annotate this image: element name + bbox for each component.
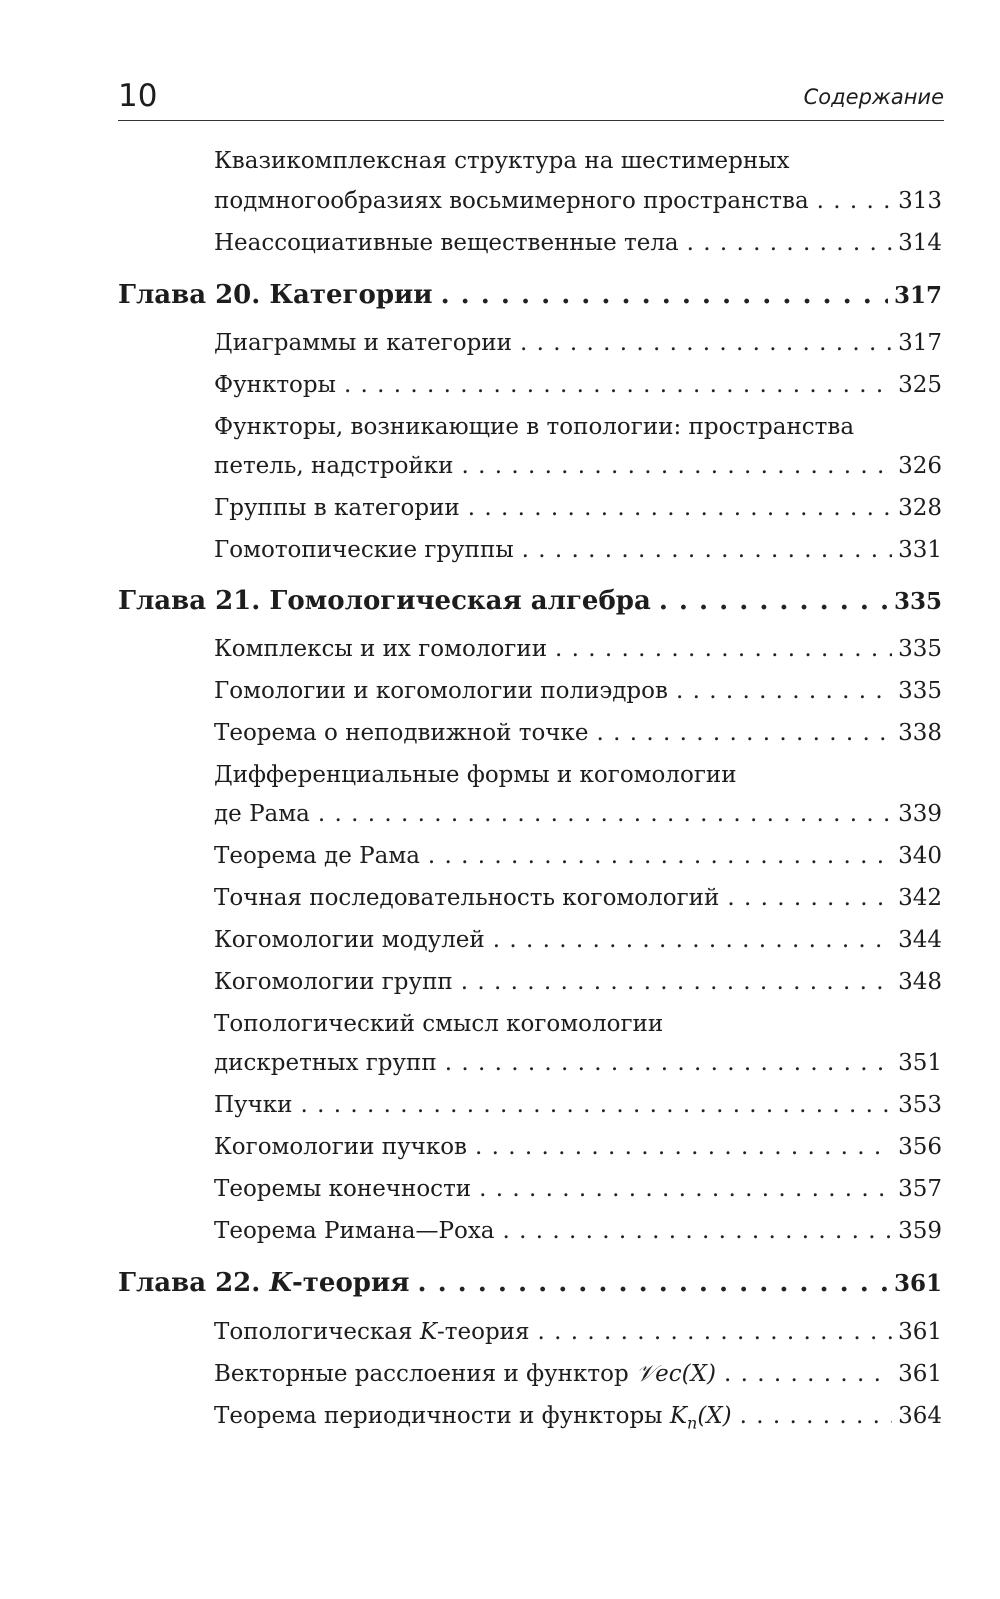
toc-page-number: 361 bbox=[898, 1361, 942, 1387]
toc-entry-title bbox=[214, 1317, 530, 1347]
toc-entry-title: Когомологии групп bbox=[214, 969, 453, 995]
toc-entry-title: Пучки bbox=[214, 1092, 293, 1118]
toc-entry-title: дискретных групп bbox=[214, 1050, 437, 1076]
dot-leader bbox=[493, 925, 892, 955]
toc-page-number: 344 bbox=[898, 927, 942, 953]
toc-page-number: 325 bbox=[898, 372, 942, 398]
toc-entry-title bbox=[214, 1401, 732, 1439]
toc-entry-title: Точная последовательность когомологий bbox=[214, 885, 720, 911]
toc-entry-nonassociative[interactable] bbox=[214, 228, 942, 258]
chapter-label: Глава 22. bbox=[118, 1268, 261, 1298]
dot-leader bbox=[597, 718, 893, 748]
toc-entry-title: Когомологии пучков bbox=[214, 1134, 467, 1160]
toc-entry-diagrams[interactable] bbox=[214, 328, 942, 358]
toc-entry-title: Комплексы и их гомологии bbox=[214, 636, 548, 662]
toc-entry-title: Группы в категории bbox=[214, 495, 460, 521]
toc-page-number: 313 bbox=[898, 188, 942, 214]
toc-entry-topological-sense-line1: Топологический смысл когомологии bbox=[214, 1011, 664, 1037]
toc-chapter-20[interactable] bbox=[118, 278, 942, 313]
dot-leader bbox=[817, 186, 892, 216]
toc-page-number: 340 bbox=[898, 843, 942, 869]
toc-entry-title: Гомотопические группы bbox=[214, 537, 514, 563]
toc-page-number: 331 bbox=[898, 537, 942, 563]
kn-argument: (X) bbox=[697, 1403, 732, 1429]
toc-page-number: 357 bbox=[898, 1176, 942, 1202]
dot-leader bbox=[555, 634, 892, 664]
dot-leader bbox=[301, 1090, 893, 1120]
toc-entry-title: Функторы bbox=[214, 372, 336, 398]
dot-leader bbox=[479, 1174, 892, 1204]
chapter-label: Глава 21. bbox=[118, 586, 261, 616]
toc-entry-homotopy-groups[interactable] bbox=[214, 535, 942, 565]
toc-entry-topology-functors-line1: Функторы, возникающие в топологии: пространства bbox=[214, 414, 855, 440]
toc-page-number: 317 bbox=[898, 330, 942, 356]
toc-entry-complexes[interactable] bbox=[214, 634, 942, 664]
chapter-page-number: 361 bbox=[893, 1270, 942, 1297]
toc-entry-sheaf-cohomology[interactable] bbox=[214, 1132, 942, 1162]
toc-entry-topological-k-theory[interactable] bbox=[214, 1317, 942, 1347]
toc-entry-groups-in-category[interactable] bbox=[214, 493, 942, 523]
dot-leader bbox=[461, 967, 892, 997]
chapter-k-symbol: K bbox=[269, 1268, 292, 1298]
toc-entry-vector-bundles[interactable] bbox=[214, 1359, 942, 1389]
chapter-title: Категории bbox=[269, 280, 433, 310]
toc-page-number: 356 bbox=[898, 1134, 942, 1160]
toc-page-number: 328 bbox=[898, 495, 942, 521]
kn-functor-symbol: K bbox=[669, 1403, 687, 1429]
dot-leader bbox=[441, 278, 888, 312]
toc-entry-sheaves[interactable] bbox=[214, 1090, 942, 1120]
dot-leader bbox=[461, 451, 892, 481]
toc-entry-title: Теорема о неподвижной точке bbox=[214, 720, 589, 746]
toc-chapter-22[interactable] bbox=[118, 1266, 942, 1301]
toc-entry-module-cohomology[interactable] bbox=[214, 925, 942, 955]
toc-page-number: 335 bbox=[898, 678, 942, 704]
toc-page-number: 338 bbox=[898, 720, 942, 746]
toc-entry-finiteness[interactable] bbox=[214, 1174, 942, 1204]
toc-entry-periodicity[interactable] bbox=[214, 1401, 942, 1439]
dot-leader bbox=[417, 1266, 888, 1300]
dot-leader bbox=[318, 799, 892, 829]
dot-leader bbox=[687, 228, 892, 258]
toc-entry-title: Неассоциативные вещественные тела bbox=[214, 230, 679, 256]
k-symbol: K bbox=[419, 1319, 437, 1345]
toc-entry-exact-sequence[interactable] bbox=[214, 883, 942, 913]
title-text: Теорема периодичности и функторы bbox=[214, 1403, 670, 1429]
toc-entry-title: подмногообразиях восьмимерного пространства bbox=[214, 188, 809, 214]
kn-subscript: n bbox=[687, 1413, 698, 1433]
dot-leader bbox=[428, 841, 892, 871]
toc-entry-title: де Рама bbox=[214, 801, 310, 827]
page-number: 10 bbox=[118, 78, 158, 114]
toc-page-number: 339 bbox=[898, 801, 942, 827]
title-text: -теория bbox=[437, 1319, 530, 1345]
running-head: Содержание bbox=[803, 85, 944, 109]
toc-entry-topology-functors[interactable] bbox=[214, 451, 942, 481]
chapter-label: Глава 20. bbox=[118, 280, 261, 310]
toc-page-number: 359 bbox=[898, 1218, 942, 1244]
toc-page-number: 326 bbox=[898, 453, 942, 479]
dot-leader bbox=[344, 370, 892, 400]
toc-entry-functors[interactable] bbox=[214, 370, 942, 400]
toc-entry-title: Диаграммы и категории bbox=[214, 330, 512, 356]
dot-leader bbox=[522, 535, 892, 565]
dot-leader bbox=[538, 1317, 893, 1347]
toc-entry-title: Теоремы конечности bbox=[214, 1176, 472, 1202]
toc-entry-title: Гомологии и когомологии полиэдров bbox=[214, 678, 668, 704]
dot-leader bbox=[520, 328, 892, 358]
dot-leader bbox=[740, 1401, 892, 1431]
toc-page-number: 364 bbox=[898, 1403, 942, 1429]
title-text: Топологическая bbox=[214, 1319, 420, 1345]
chapter-page-number: 335 bbox=[893, 588, 942, 615]
chapter-page-number: 317 bbox=[893, 282, 942, 309]
dot-leader bbox=[676, 676, 892, 706]
chapter-heading bbox=[118, 278, 433, 312]
toc-page-number: 342 bbox=[898, 885, 942, 911]
dot-leader bbox=[445, 1048, 892, 1078]
toc-entry-quasicomplex[interactable] bbox=[214, 186, 942, 216]
toc-entry-quasicomplex-line1: Квазикомплексная структура на шестимерных bbox=[214, 148, 790, 174]
toc-entry-group-cohomology[interactable] bbox=[214, 967, 942, 997]
chapter-title: Гомологическая алгебра bbox=[269, 586, 651, 616]
toc-entry-riemann-roch[interactable] bbox=[214, 1216, 942, 1246]
dot-leader bbox=[727, 883, 892, 913]
toc-entry-title: Теорема Римана—Роха bbox=[214, 1218, 495, 1244]
toc-page-number: 351 bbox=[898, 1050, 942, 1076]
toc-entry-de-rham-theorem[interactable] bbox=[214, 841, 942, 871]
toc-entry-title bbox=[214, 1359, 716, 1389]
toc-page-number: 361 bbox=[898, 1319, 942, 1345]
toc-entry-title: Теорема де Рама bbox=[214, 843, 420, 869]
chapter-title: -теория bbox=[292, 1268, 410, 1298]
toc-page-number: 314 bbox=[898, 230, 942, 256]
dot-leader bbox=[659, 584, 888, 618]
toc-page-number: 353 bbox=[898, 1092, 942, 1118]
toc-entry-fixed-point[interactable] bbox=[214, 718, 942, 748]
dot-leader bbox=[724, 1359, 892, 1389]
toc-page-number: 335 bbox=[898, 636, 942, 662]
vec-functor-symbol: 𝒱ec(X) bbox=[635, 1361, 716, 1387]
toc-entry-topological-sense[interactable] bbox=[214, 1048, 942, 1078]
toc-page-number: 348 bbox=[898, 969, 942, 995]
dot-leader bbox=[503, 1216, 893, 1246]
dot-leader bbox=[468, 493, 892, 523]
dot-leader bbox=[475, 1132, 892, 1162]
toc-entry-differential-forms-line1: Дифференциальные формы и когомологии bbox=[214, 762, 737, 788]
chapter-heading bbox=[118, 584, 651, 618]
header-rule bbox=[118, 120, 944, 121]
toc-entry-polyhedra[interactable] bbox=[214, 676, 942, 706]
toc-entry-title: Когомологии модулей bbox=[214, 927, 485, 953]
toc-entry-title: петель, надстройки bbox=[214, 453, 454, 479]
toc-chapter-21[interactable] bbox=[118, 584, 942, 619]
title-text: Векторные расслоения и функтор bbox=[214, 1361, 636, 1387]
chapter-heading bbox=[118, 1266, 409, 1300]
toc-entry-differential-forms[interactable] bbox=[214, 799, 942, 829]
